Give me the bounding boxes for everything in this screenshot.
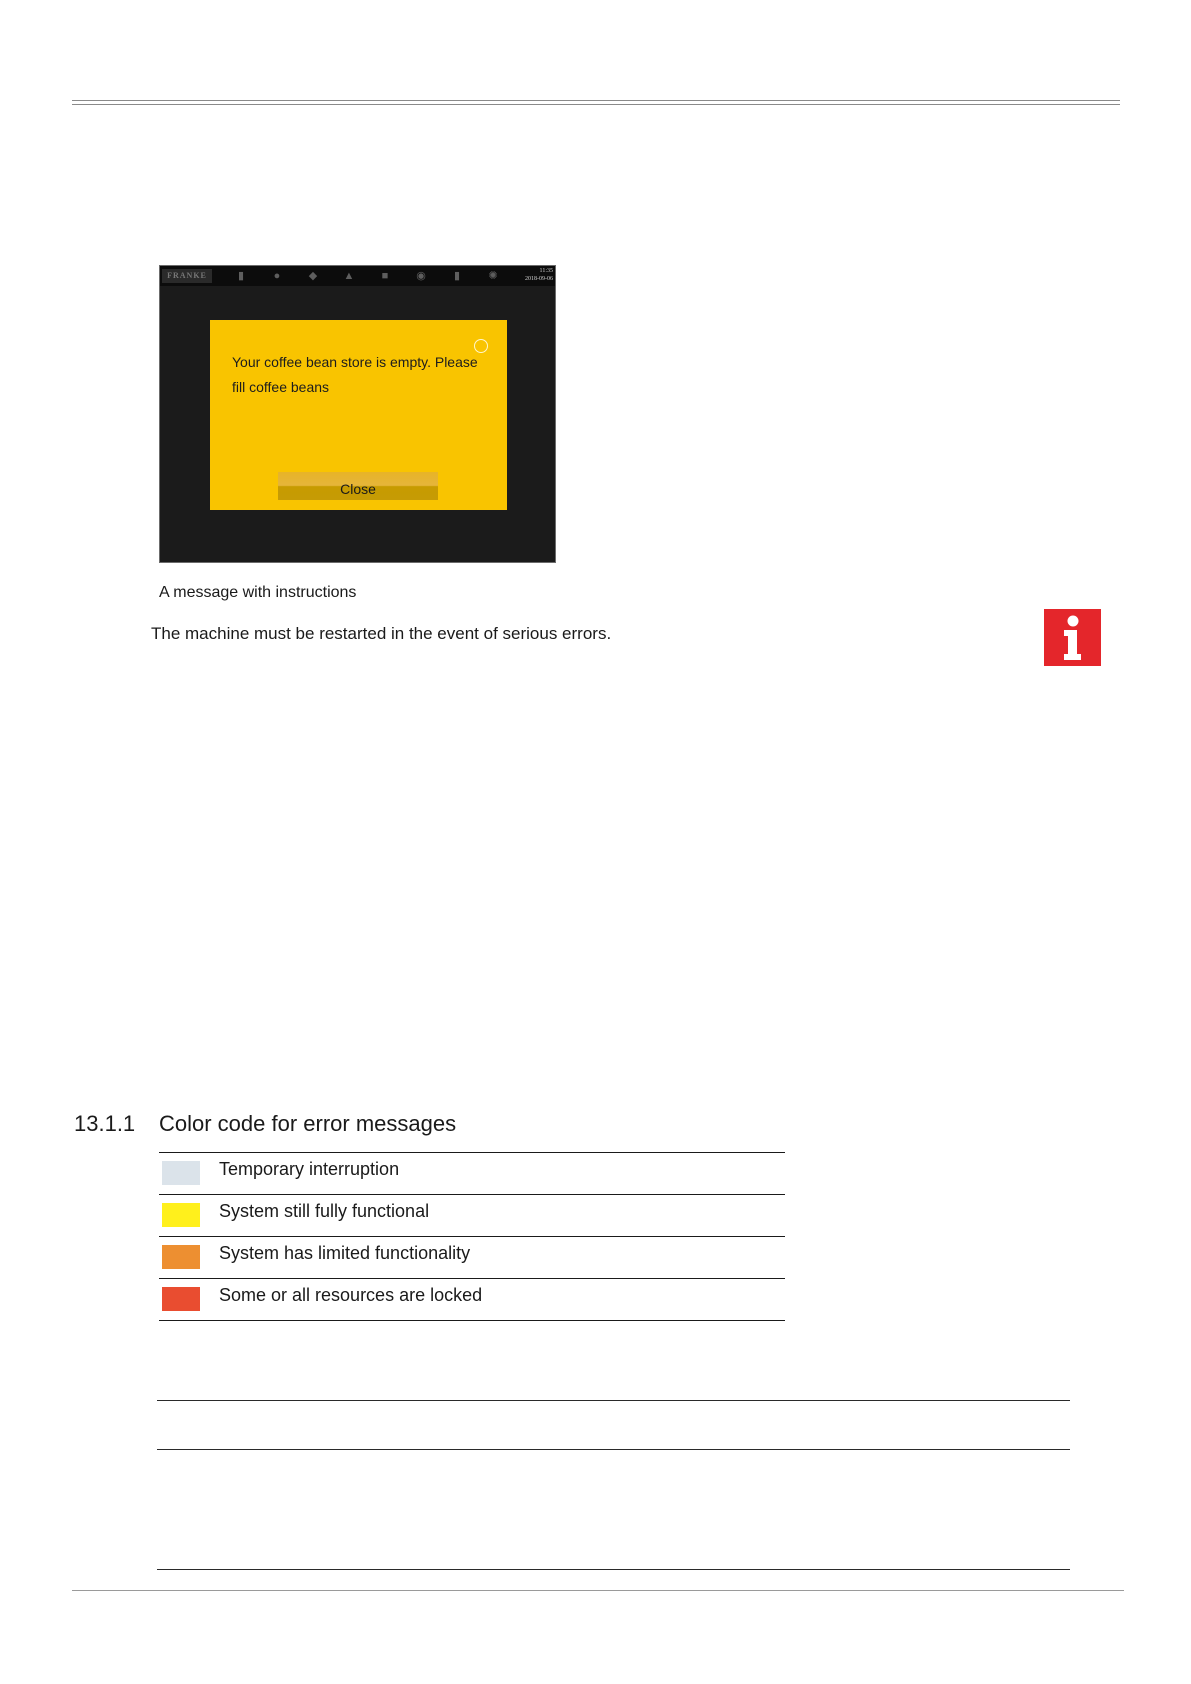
legend-label: Some or all resources are locked [219, 1285, 483, 1305]
color-code-table [159, 1152, 785, 1321]
drop-icon[interactable]: ▲ [343, 270, 355, 282]
color-swatch [162, 1245, 200, 1269]
section-heading [74, 1111, 456, 1137]
restart-note: The machine must be restarted in the event of serious errors. [151, 624, 612, 643]
legend-label: Temporary interruption [219, 1159, 400, 1179]
color-swatch [162, 1161, 200, 1185]
screenshot-frame [159, 265, 556, 563]
table-rule [157, 1569, 1070, 1570]
legend-row [159, 1194, 785, 1236]
legend-label: System still fully functional [219, 1201, 430, 1221]
header-rule [72, 100, 1120, 105]
section-number: 13.1.1 [74, 1111, 136, 1136]
clock-date: 2018-09-06 [525, 276, 553, 282]
box-icon[interactable]: ■ [381, 270, 389, 282]
footer-rule [72, 1590, 1124, 1591]
table-rule [157, 1449, 1070, 1450]
legend-label: System has limited functionality [219, 1243, 471, 1263]
dialog-message: Your coffee bean store is empty. Please fill coffee beans [232, 354, 478, 395]
legend-row [159, 1152, 785, 1194]
legend-row [159, 1236, 785, 1278]
toolbar-icons [234, 269, 500, 283]
thermo-icon[interactable]: ◉ [416, 270, 426, 282]
brand-logo: FRANKE [162, 269, 212, 283]
clock-time: 11:35 [539, 268, 553, 274]
legend-row [159, 1278, 785, 1321]
wrench-icon[interactable]: ✺ [488, 270, 498, 282]
cup-tray-icon[interactable]: ◆ [308, 270, 318, 282]
color-swatch [162, 1203, 200, 1227]
screenshot-toolbar [160, 266, 555, 286]
section-title: Color code for error messages [159, 1111, 457, 1136]
clock [525, 267, 553, 283]
message-dialog [210, 320, 507, 510]
close-button[interactable]: Close [278, 472, 438, 500]
color-swatch [162, 1287, 200, 1311]
table-rule [157, 1400, 1070, 1401]
figure-caption: A message with instructions [159, 584, 357, 601]
bottle-icon[interactable]: ▮ [237, 270, 245, 282]
bean-icon[interactable]: ● [273, 270, 281, 282]
card-icon[interactable]: ▮ [453, 270, 461, 282]
info-icon [1044, 609, 1101, 666]
